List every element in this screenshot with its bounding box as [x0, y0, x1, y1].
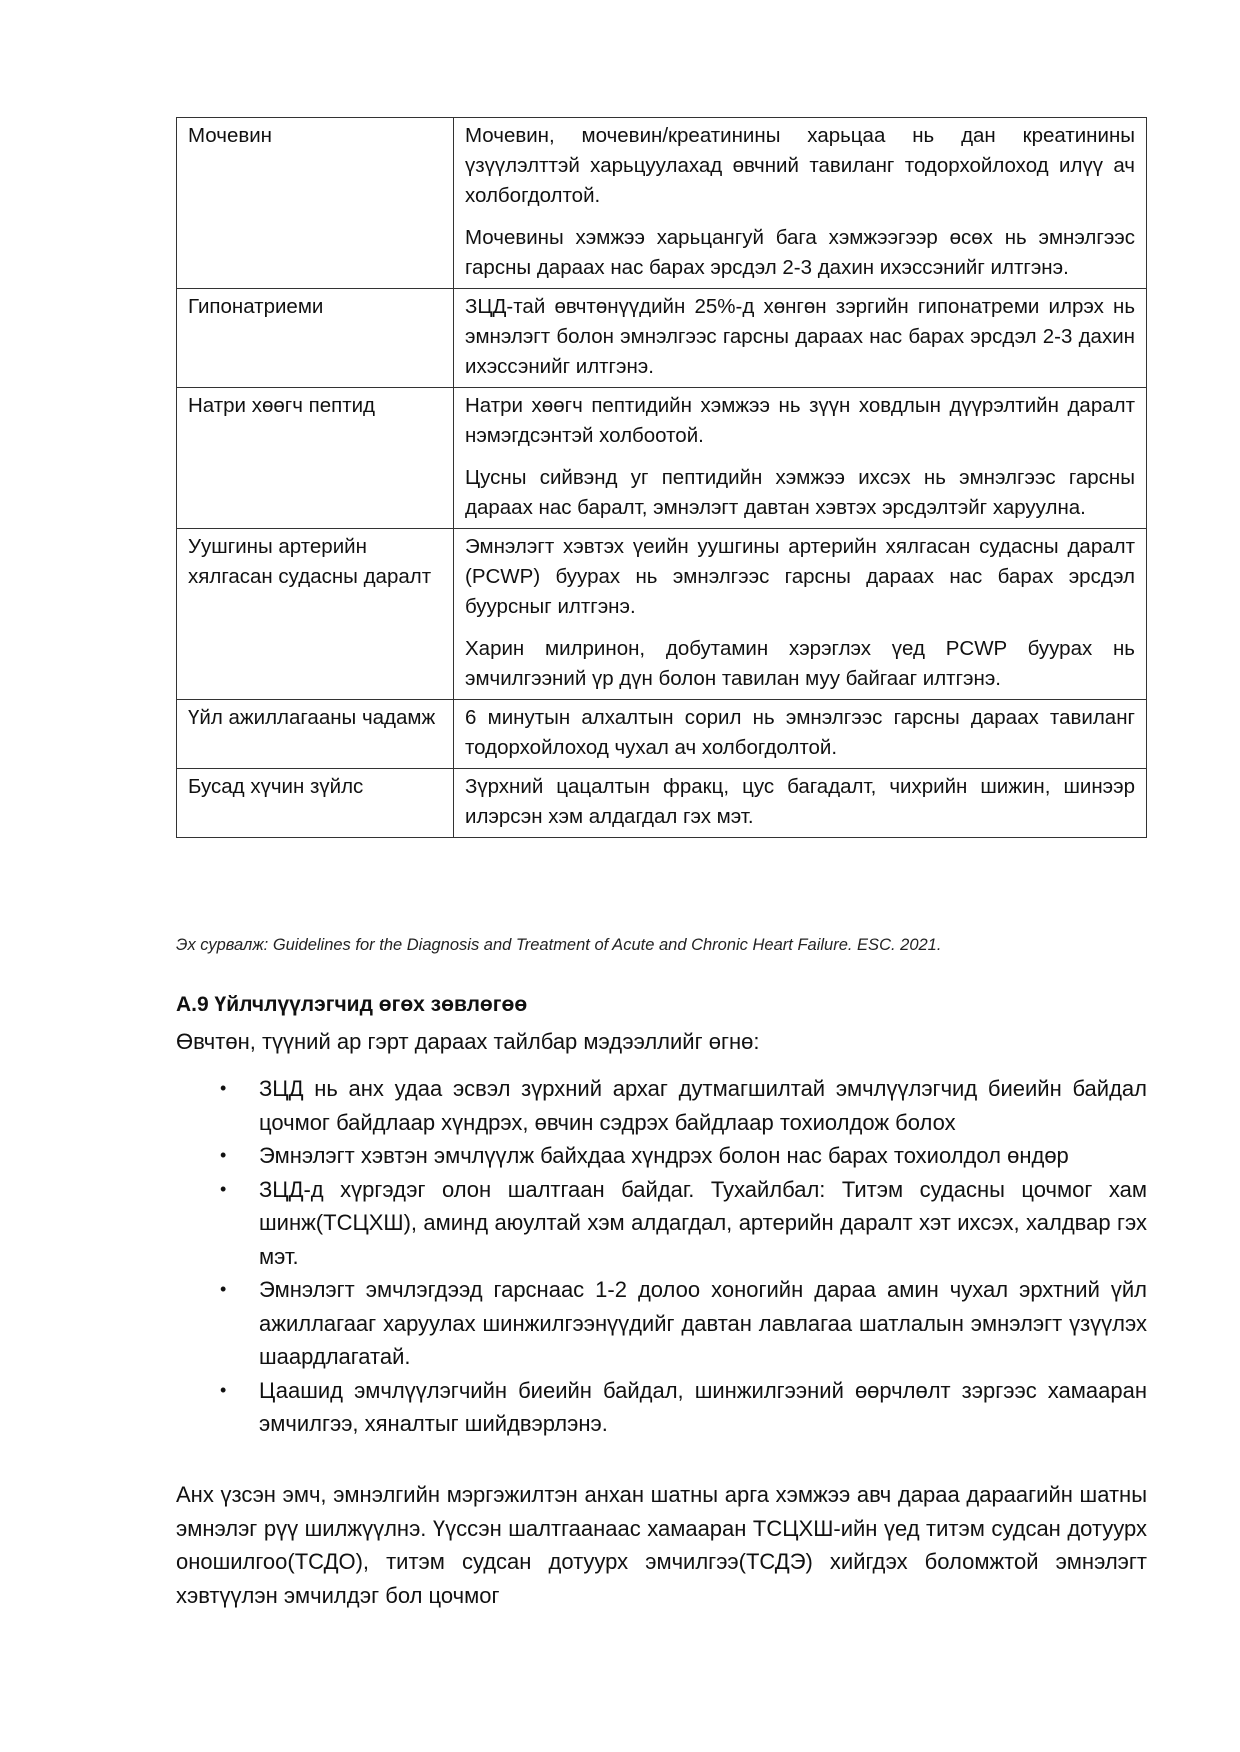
bullet-icon: • — [220, 1145, 227, 1165]
description-cell — [454, 529, 1147, 700]
list-item — [218, 1072, 1147, 1139]
table-row — [177, 118, 1147, 289]
description-cell — [454, 289, 1147, 388]
factor-cell: Уушгины артерийн хялгасан судасны даралт — [177, 529, 454, 700]
table-row — [177, 769, 1147, 838]
table-row — [177, 388, 1147, 529]
list-item — [218, 1374, 1147, 1441]
description-paragraph: ЗЦД-тай өвчтөнүүдийн 25%-д хөнгөн зэргийн гипонатреми илрэх нь эмнэлэгт болон эмнэлгээс гарсны дараах нас барах эрсдэл 2-3 дахин ихэссэнийг илтгэнэ. — [465, 295, 1135, 378]
bullet-icon: • — [220, 1178, 227, 1199]
bullet-icon: • — [220, 1078, 227, 1098]
list-item-text: Цаашид эмчлүүлэгчийн биеийн байдал, шинжилгээний өөрчлөлт зэргээс хамааран эмчилгээ, хяналтыг шийдвэрлэнэ. — [259, 1377, 1147, 1436]
bullet-icon: • — [220, 1279, 227, 1299]
description-cell — [454, 769, 1147, 838]
description-paragraph: Мочевины хэмжээ харьцангуй бага хэмжээгээр өсөх нь эмнэлгээс гарсны дараах нас барах эрсдэл 2-3 дахин ихэссэнийг илтгэнэ. — [465, 226, 1135, 279]
list-item — [218, 1173, 1147, 1274]
table-row — [177, 529, 1147, 700]
description-paragraph: Натри хөөгч пептидийн хэмжээ нь зүүн ховдлын дүүрэлтийн даралт нэмэгдсэнтэй холбоотой. — [465, 394, 1135, 447]
description-paragraph: Харин милринон, добутамин хэрэглэх үед PCWP буурах нь эмчилгээний үр дүн болон тавилан муу байгааг илтгэнэ. — [465, 637, 1135, 690]
factor-cell: Гипонатриеми — [177, 289, 454, 388]
description-paragraph: 6 минутын алхалтын сорил нь эмнэлгээс гарсны дараах тавиланг тодорхойлоход чухал ач холбогдолтой. — [465, 706, 1135, 759]
description-paragraph: Зүрхний цацалтын фракц, цус багадалт, чихрийн шижин, шинээр илэрсэн хэм алдагдал гэх мэт. — [465, 775, 1135, 828]
table-row — [177, 289, 1147, 388]
factor-cell: Үйл ажиллагааны чадамж — [177, 700, 454, 769]
advice-list — [218, 1072, 1147, 1441]
section-heading: А.9 Үйлчлүүлэгчид өгөх зөвлөгөө — [176, 993, 528, 1016]
list-item — [218, 1273, 1147, 1374]
description-cell — [454, 700, 1147, 769]
factor-cell: Бусад хүчин зүйлс — [177, 769, 454, 838]
list-item-text: ЗЦД-д хүргэдэг олон шалтгаан байдаг. Тухайлбал: Титэм судасны цочмог хам шинж(ТСЦХШ), аминд аюултай хэм алдагдал, артерийн даралт хэт ихсэх, халдвар гэх мэт. — [259, 1176, 1147, 1269]
list-item-text: ЗЦД нь анх удаа эсвэл зүрхний архаг дутмагшилтай эмчлүүлэгчид биеийн байдал цочмог байдлаар хүндрэх, өвчин сэдрэх байдлаар тохиолдож болох — [259, 1076, 1147, 1135]
factor-cell: Натри хөөгч пептид — [177, 388, 454, 529]
description-cell — [454, 388, 1147, 529]
bullet-icon: • — [220, 1379, 227, 1400]
description-paragraph: Цусны сийвэнд уг пептидийн хэмжээ ихсэх нь эмнэлгээс гарсны дараах нас баралт, эмнэлэгт давтан хэвтэх эрсдэлтэйг харуулна. — [465, 466, 1135, 519]
list-item-text: Эмнэлэгт эмчлэгдээд гарснаас 1-2 долоо хоногийн дараа амин чухал эрхтний үйл ажиллагааг харуулах шинжилгээнүүдийг давтан лавлагаа шатлалын эмнэлэгт үзүүлэх шаардлагатай. — [259, 1277, 1147, 1369]
factor-cell: Мочевин — [177, 118, 454, 289]
table-source-caption: Эх сурвалж: Guidelines for the Diagnosis and Treatment of Acute and Chronic Heart Failure. ESC. 2021. — [176, 936, 942, 954]
prognostic-factors-table — [176, 117, 1147, 838]
description-cell — [454, 118, 1147, 289]
section-intro: Өвчтөн, түүний ар гэрт дараах тайлбар мэдээллийг өгнө: — [176, 1029, 760, 1054]
list-item-text: Эмнэлэгт хэвтэн эмчлүүлж байхдаа хүндрэх болон нас барах тохиолдол өндөр — [259, 1143, 1069, 1168]
description-paragraph: Мочевин, мочевин/креатинины харьцаа нь дан креатинины үзүүлэлттэй харьцуулахад өвчний тавиланг тодорхойлоход илүү ач холбогдолтой. — [465, 124, 1135, 207]
description-paragraph: Эмнэлэгт хэвтэх үеийн уушгины артерийн хялгасан судасны даралт (PCWP) буурах нь эмнэлгээс гарсны дараах нас барах эрсдэл буурсныг илтгэнэ. — [465, 535, 1135, 618]
closing-paragraph: Анх үзсэн эмч, эмнэлгийн мэргэжилтэн анхан шатны арга хэмжээ авч дараа дараагийн шатны эмнэлэг рүү шилжүүлнэ. Үүссэн шалтгаанаас хамааран ТСЦХШ-ийн үед титэм судсан дотуурх оношилгоо(ТСДО), титэм судсан дотуурх эмчилгээ(ТСДЭ) хийгдэх боломжтой эмнэлэгт хэвтүүлэн эмчилдэг бол цочмог — [176, 1482, 1147, 1608]
table-row — [177, 700, 1147, 769]
list-item — [218, 1139, 1147, 1173]
